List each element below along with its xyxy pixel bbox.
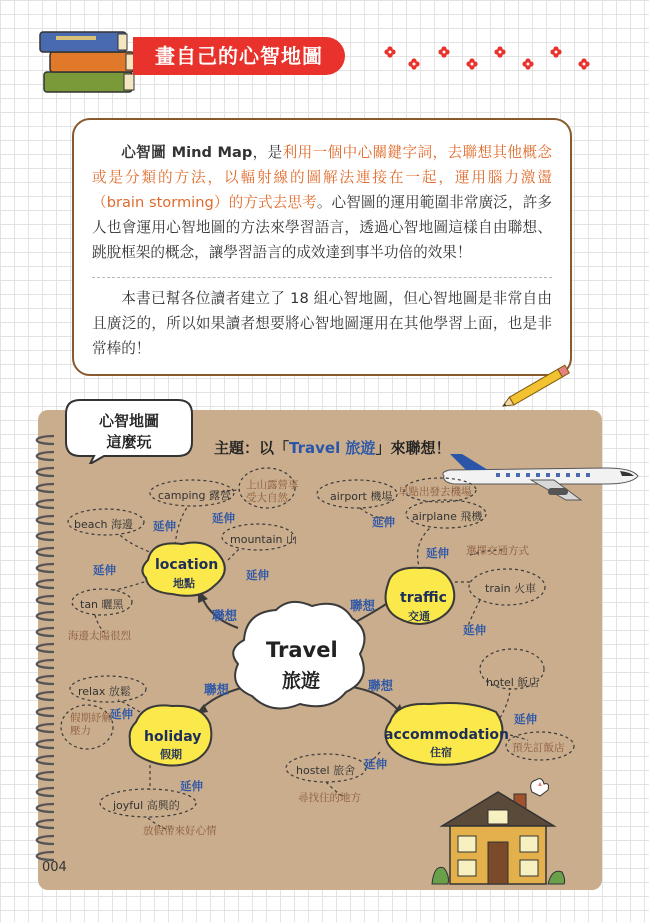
word-airplane: airplane 飛機	[412, 510, 483, 523]
node-location-en: location	[155, 557, 219, 573]
note-relax: 假期紓解壓力	[70, 712, 112, 737]
intro-card	[72, 118, 572, 376]
center-topic-zh: 旅遊	[282, 670, 321, 692]
ext-label: 延伸	[246, 568, 269, 582]
word-beach: beach 海邊	[74, 518, 134, 531]
note-hostel: 尋找住的地方	[298, 792, 361, 804]
word-joyful: joyful 高興的	[113, 799, 180, 812]
definition-highlight: 利用一個中心關鍵字詞，去聯想其他概念或是分類的方法，以輻射線的圖解法連接在一起，運用腦力激盪（brain storming）的方式去思考	[92, 144, 552, 211]
pencil-icon	[498, 362, 576, 412]
ext-label: 延伸	[153, 519, 176, 533]
word-camping: camping 露營	[158, 489, 231, 502]
ext-label: 延伸	[110, 707, 133, 721]
flower-icon	[408, 58, 420, 70]
node-traffic-en: traffic	[400, 590, 447, 606]
note-hotel: 預先訂飯店	[512, 742, 565, 754]
divider	[92, 277, 552, 278]
word-airport: airport 機場	[330, 490, 393, 503]
word-hostel: hostel 旅舍	[296, 764, 356, 777]
word-tan: tan 曬黑	[80, 598, 124, 611]
assoc-label: 聯想	[204, 682, 230, 697]
note-airport: 早點出發去機場	[398, 486, 472, 498]
flower-icon	[522, 58, 534, 70]
assoc-label: 聯想	[350, 598, 376, 613]
intro-paragraph-1: 心智圖 Mind Map，是利用一個中心關鍵字詞，去聯想其他概念或是分類的方法，以輻射線的圖解法連接在一起，運用腦力激盪（brain storming）的方式去思考。心智圖的運用範圍非常廣泛，許多人也會運用心智地圖的方法來學習語言，透過心智地圖這樣自由聯想、跳脫框架的概念，讓學習語言的成效達到事半功倍的效果！	[92, 144, 552, 261]
ext-label: 延伸	[180, 779, 203, 793]
bubble-text: 心智地圖 這麼玩	[98, 412, 159, 451]
word-hotel: hotel 飯店	[486, 676, 540, 689]
flower-icon	[438, 46, 450, 58]
flower-icon	[578, 58, 590, 70]
note-camping: 上山露營享受大自然	[246, 479, 299, 504]
word-mountain: mountain 山	[230, 533, 297, 546]
ext-label: 延伸	[463, 623, 486, 637]
node-accommodation-zh: 住宿	[430, 746, 452, 759]
ext-label: 延伸	[426, 546, 449, 560]
node-holiday-en: holiday	[144, 729, 202, 745]
theme-heading: 主題：以「Travel 旅遊」來聯想！	[214, 439, 451, 457]
word-relax: relax 放鬆	[78, 685, 131, 698]
theme-keyword: Travel 旅遊	[289, 439, 376, 457]
note-tan: 海邊太陽很烈	[68, 630, 131, 642]
intro-paragraph-2: 本書已幫各位讀者建立了 18 組心智地圖，但心智地圖是非常自由且廣泛的，所以如果讀者想要將心智地圖運用在其他學習上面，也是非常棒的！	[92, 290, 552, 357]
flower-icon	[466, 58, 478, 70]
page-number: 004	[42, 860, 67, 875]
assoc-label: 聯想	[368, 678, 394, 693]
flower-icon	[494, 46, 506, 58]
center-topic-en: Travel	[266, 638, 338, 662]
assoc-label: 聯想	[212, 608, 238, 623]
word-train: train 火車	[485, 582, 537, 595]
books-illustration	[36, 22, 146, 100]
page-title-banner: 畫自己的心智地圖	[133, 37, 345, 75]
ext-label: 延伸	[364, 757, 387, 771]
mind-map-term: 心智圖 Mind Map	[121, 144, 253, 161]
note-traffic: 選擇交通方式	[466, 545, 529, 557]
flower-icon	[384, 46, 396, 58]
node-accommodation-en: accommodation	[384, 727, 510, 743]
node-holiday-zh: 假期	[160, 748, 182, 761]
house-illustration	[428, 772, 568, 887]
node-location-zh: 地點	[173, 577, 195, 590]
ext-label: 延伸	[93, 563, 116, 577]
node-traffic-zh: 交通	[408, 610, 430, 623]
ext-label: 延伸	[514, 712, 537, 726]
flower-icon	[550, 46, 562, 58]
ext-label: 延伸	[212, 511, 235, 525]
ext-label: 延伸	[372, 515, 395, 529]
note-joyful: 放假帶來好心情	[143, 825, 217, 837]
